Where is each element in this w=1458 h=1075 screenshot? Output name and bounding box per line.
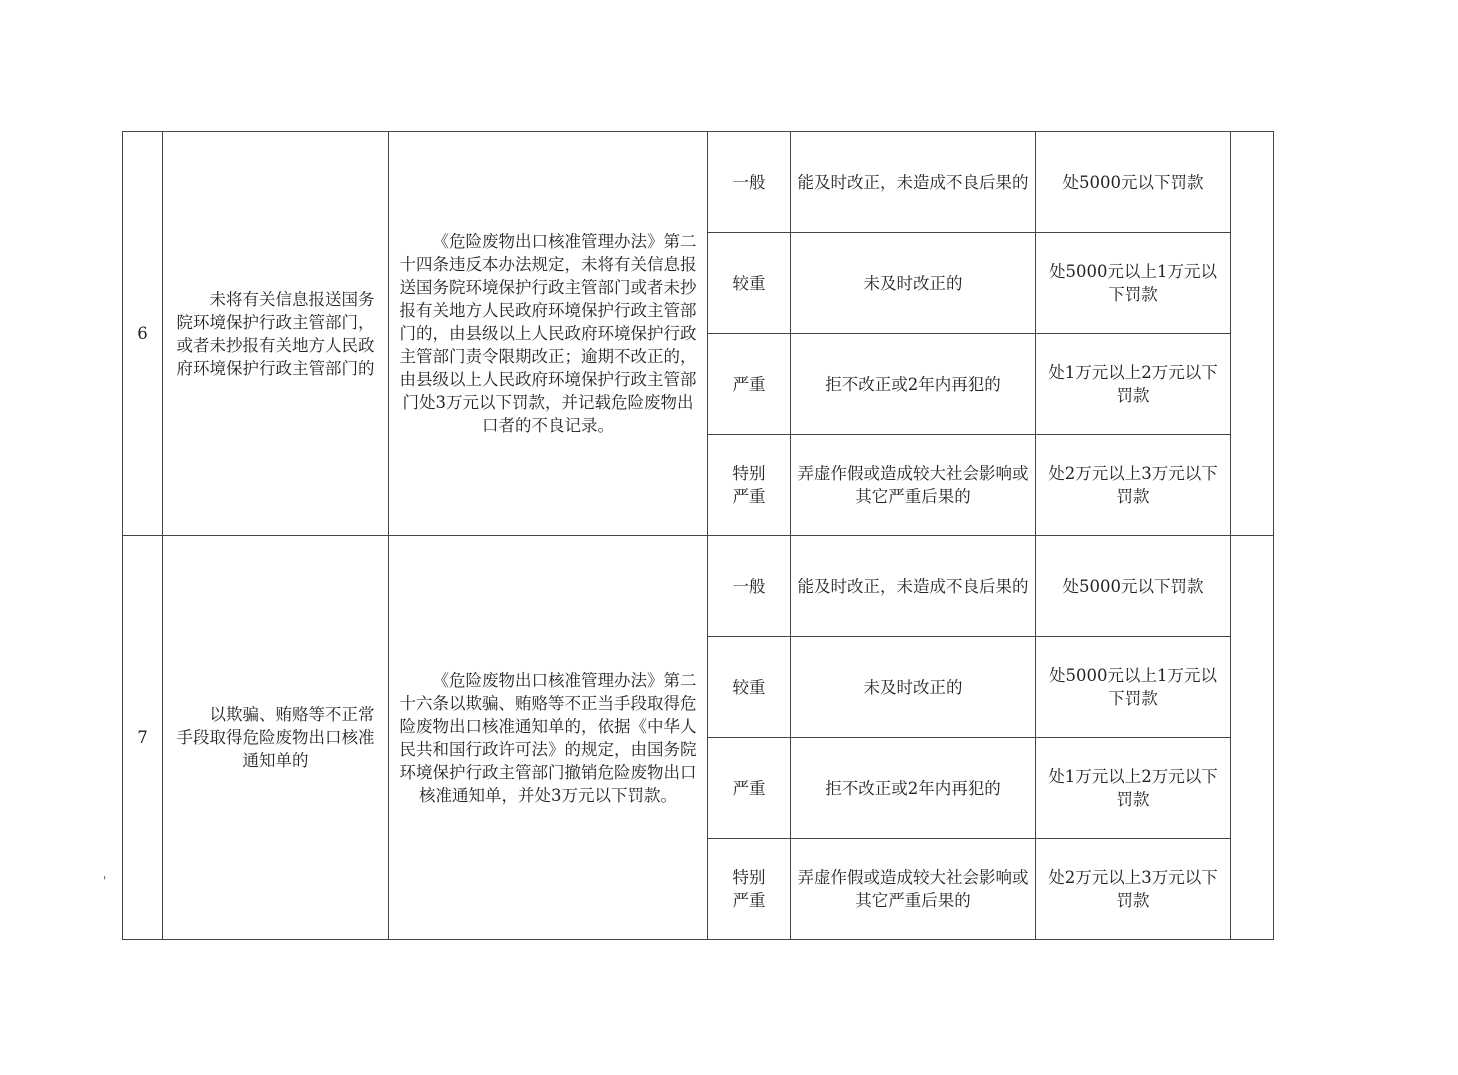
row-number: 6 <box>123 132 163 536</box>
margin-rule <box>122 868 123 916</box>
penalty-amount: 处5000元以上1万元以下罚款 <box>1036 233 1231 334</box>
severity-condition: 未及时改正的 <box>791 233 1036 334</box>
penalty-amount: 处1万元以上2万元以下罚款 <box>1036 334 1231 435</box>
severity-condition: 未及时改正的 <box>791 637 1036 738</box>
row-number: 7 <box>123 536 163 940</box>
severity-level: 特别严重 <box>708 435 791 536</box>
severity-level: 一般 <box>708 132 791 233</box>
penalty-table <box>122 131 1274 940</box>
legal-basis: 《危险废物出口核准管理办法》第二十四条违反本办法规定，未将有关信息报送国务院环境保护行政主管部门或者未抄报有关地方人民政府环境保护行政主管部门的，由县级以上人民政府环境保护行政主管部门责令限期改正；逾期不改正的，由县级以上人民政府环境保护行政主管部门处3万元以下罚款，并记载危险废物出口者的不良记录。 <box>389 132 708 536</box>
severity-level: 较重 <box>708 637 791 738</box>
severity-condition: 拒不改正或2年内再犯的 <box>791 738 1036 839</box>
penalty-amount: 处2万元以上3万元以下罚款 <box>1036 435 1231 536</box>
severity-level: 严重 <box>708 738 791 839</box>
penalty-amount: 处5000元以下罚款 <box>1036 132 1231 233</box>
margin-mark: ' <box>103 874 107 888</box>
severity-condition: 弄虚作假或造成较大社会影响或其它严重后果的 <box>791 839 1036 940</box>
severity-condition: 弄虚作假或造成较大社会影响或其它严重后果的 <box>791 435 1036 536</box>
severity-level: 严重 <box>708 334 791 435</box>
remark-cell <box>1231 132 1274 536</box>
violation-description: 以欺骗、贿赂等不正常手段取得危险废物出口核准通知单的 <box>163 536 389 940</box>
severity-condition: 能及时改正，未造成不良后果的 <box>791 536 1036 637</box>
table-row <box>123 536 1274 637</box>
penalty-amount: 处5000元以上1万元以下罚款 <box>1036 637 1231 738</box>
table-row <box>123 132 1274 233</box>
remark-cell <box>1231 536 1274 940</box>
severity-level: 一般 <box>708 536 791 637</box>
penalty-amount: 处5000元以下罚款 <box>1036 536 1231 637</box>
severity-condition: 拒不改正或2年内再犯的 <box>791 334 1036 435</box>
severity-level: 较重 <box>708 233 791 334</box>
violation-description: 未将有关信息报送国务院环境保护行政主管部门，或者未抄报有关地方人民政府环境保护行政主管部门的 <box>163 132 389 536</box>
penalty-amount: 处1万元以上2万元以下罚款 <box>1036 738 1231 839</box>
severity-level: 特别严重 <box>708 839 791 940</box>
severity-condition: 能及时改正，未造成不良后果的 <box>791 132 1036 233</box>
legal-basis: 《危险废物出口核准管理办法》第二十六条以欺骗、贿赂等不正当手段取得危险废物出口核准通知单的，依据《中华人民共和国行政许可法》的规定，由国务院环境保护行政主管部门撤销危险废物出口核准通知单，并处3万元以下罚款。 <box>389 536 708 940</box>
penalty-amount: 处2万元以上3万元以下罚款 <box>1036 839 1231 940</box>
